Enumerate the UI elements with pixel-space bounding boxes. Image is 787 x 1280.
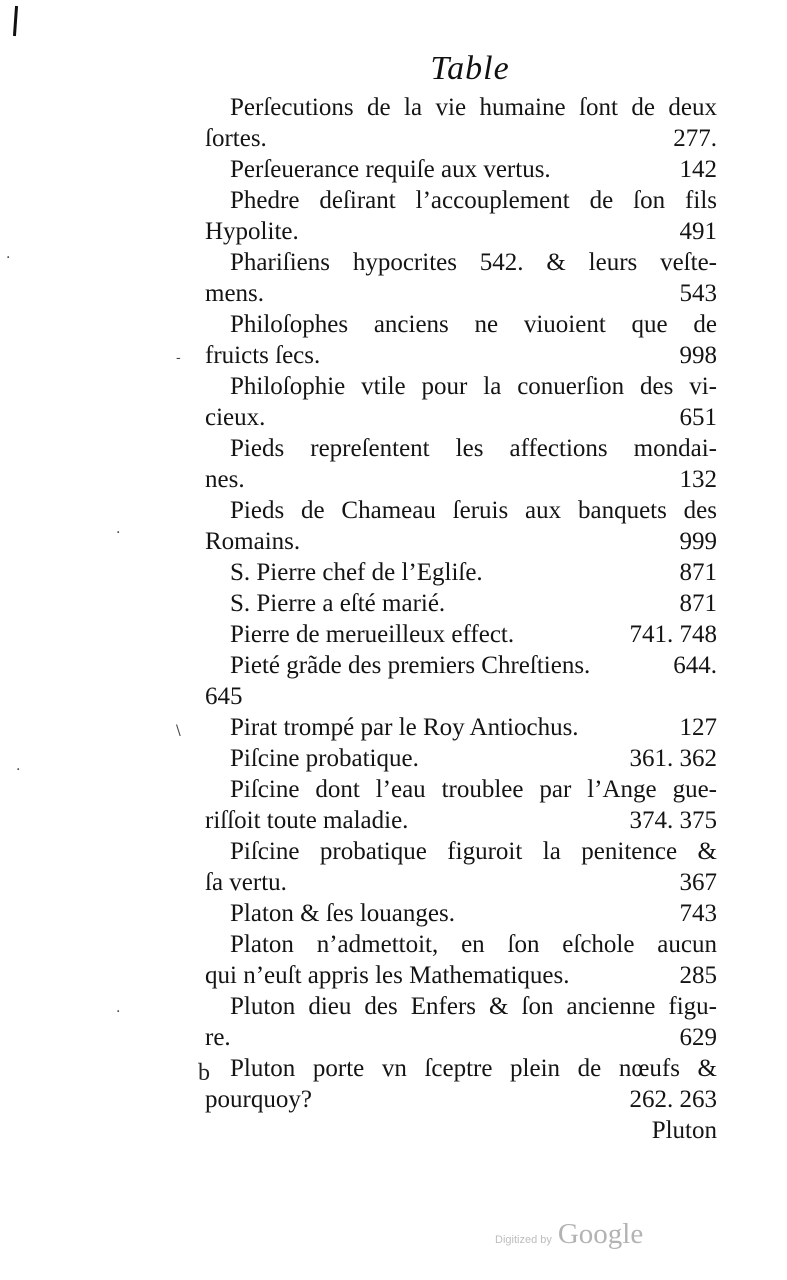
index-entry-line (205, 681, 717, 712)
index-entry-line (205, 743, 717, 774)
index-entry-line (205, 650, 717, 681)
entry-text: cieux. (205, 404, 266, 431)
entry-text: Piſcine probatique figuroit la penitence & (230, 838, 717, 865)
entry-text: qui n’euſt appris les Mathematiques. (205, 962, 570, 989)
page-reference: 132 (679, 466, 717, 493)
entry-text: Philoſophes anciens ne viuoient que de (230, 311, 717, 338)
index-entry-line (205, 1084, 717, 1115)
index-entry-line (205, 247, 717, 278)
page-edge-mark (13, 6, 18, 36)
page-reference: 142 (679, 156, 717, 183)
entry-text: Phariſiens hypocrites 542. & leurs veſte- (230, 249, 717, 276)
entry-text: Piſcine dont l’eau troublee par l’Ange gue- (230, 776, 717, 803)
entry-text: riſſoit toute maladie. (205, 807, 409, 834)
index-entry-line (205, 216, 717, 247)
margin-speck: · (116, 1004, 121, 1020)
page-reference: 999 (679, 528, 717, 555)
index-entry-line (205, 464, 717, 495)
index-entry-line (205, 836, 717, 867)
entry-text: nes. (205, 466, 245, 493)
index-entry-line (205, 433, 717, 464)
page-reference: 262. 263 (629, 1086, 717, 1113)
page-reference: 645 (205, 683, 243, 710)
index-entry-line (205, 805, 717, 836)
index-entry-line (205, 340, 717, 371)
page-reference: 651 (679, 404, 717, 431)
entry-text: fruicts ſecs. (205, 342, 321, 369)
entry-text: Pieté grãde des premiers Chreſtiens. (230, 652, 591, 679)
page-reference: 127 (679, 714, 717, 741)
index-entry-line (205, 278, 717, 309)
index-entry-line (205, 495, 717, 526)
watermark-brand: Google (557, 1218, 644, 1250)
index-entry-line (205, 774, 717, 805)
entry-text: pourquoy? (205, 1086, 312, 1113)
page-reference: 543 (679, 280, 717, 307)
entry-text: ſortes. (205, 125, 267, 152)
entry-text: Pieds repreſentent les affections mondai- (230, 435, 717, 462)
page-reference: 629 (679, 1024, 717, 1051)
entry-text: Pirat trompé par le Roy Antiochus. (230, 714, 579, 741)
entry-text: Perſecutions de la vie humaine ſont de deux (230, 94, 717, 121)
page-reference: 871 (679, 590, 717, 617)
index-entry-line (205, 1053, 717, 1084)
margin-speck: · (116, 525, 121, 541)
index-text-block (205, 92, 717, 1115)
index-entry-line (205, 867, 717, 898)
entry-text: S. Pierre chef de l’Egliſe. (230, 559, 483, 586)
index-entry-line (205, 526, 717, 557)
entry-text: Romains. (205, 528, 301, 555)
entry-text: Hypolite. (205, 218, 299, 245)
index-entry-line (205, 557, 717, 588)
entry-text: Pierre de merueilleux effect. (230, 621, 515, 648)
index-entry-line (205, 619, 717, 650)
entry-text: re. (205, 1024, 231, 1051)
page-reference: 285 (679, 962, 717, 989)
page-reference: 361. 362 (629, 745, 717, 772)
entry-text: Pluton dieu des Enfers & ſon ancienne figu- (230, 993, 717, 1020)
index-entry-line (205, 154, 717, 185)
page-reference: 998 (679, 342, 717, 369)
page-reference: 367 (679, 869, 717, 896)
digitized-watermark (495, 1218, 643, 1251)
margin-speck: \ (176, 723, 181, 739)
entry-text: Philoſophie vtile pour la conuerſion des vi- (230, 373, 717, 400)
entry-text: Pieds de Chameau ſeruis aux banquets des (230, 497, 717, 524)
page-reference: 871 (679, 559, 717, 586)
index-entry-line (205, 402, 717, 433)
page-reference: 277. (673, 125, 717, 152)
entry-text: Perſeuerance requiſe aux vertus. (230, 156, 551, 183)
page-reference: 644. (673, 652, 717, 679)
entry-text: Phedre deſirant l’accouplement de ſon fils (230, 187, 717, 214)
index-entry-line (205, 712, 717, 743)
entry-text: mens. (205, 280, 265, 307)
index-entry-line (205, 185, 717, 216)
index-entry-line (205, 929, 717, 960)
index-entry-line (205, 371, 717, 402)
page-reference: 374. 375 (629, 807, 717, 834)
margin-speck: · (16, 762, 21, 778)
index-entry-line (205, 1022, 717, 1053)
index-entry-line (205, 898, 717, 929)
running-head: Table (430, 50, 510, 87)
index-entry-line (205, 123, 717, 154)
page-reference: 741. 748 (629, 621, 717, 648)
entry-text: S. Pierre a eſté marié. (230, 590, 446, 617)
entry-text: Platon n’admettoit, en ſon eſchole aucun (230, 931, 717, 958)
entry-text: ſa vertu. (205, 869, 287, 896)
entry-text: Pluton porte vn ſceptre plein de nœufs & (230, 1055, 717, 1082)
page-reference: 743 (679, 900, 717, 927)
watermark-prefix: Digitized by (495, 1234, 552, 1246)
index-entry-line (205, 92, 717, 123)
signature-mark: b (198, 1060, 210, 1086)
index-entry-line (205, 309, 717, 340)
page-reference: 491 (679, 218, 717, 245)
margin-speck: - (176, 350, 181, 366)
catchword: Pluton (651, 1117, 717, 1144)
entry-text: Piſcine probatique. (230, 745, 419, 772)
index-entry-line (205, 588, 717, 619)
index-entry-line (205, 991, 717, 1022)
index-entry-line (205, 960, 717, 991)
entry-text: Platon & ſes louanges. (230, 900, 455, 927)
margin-speck: · (6, 250, 11, 266)
